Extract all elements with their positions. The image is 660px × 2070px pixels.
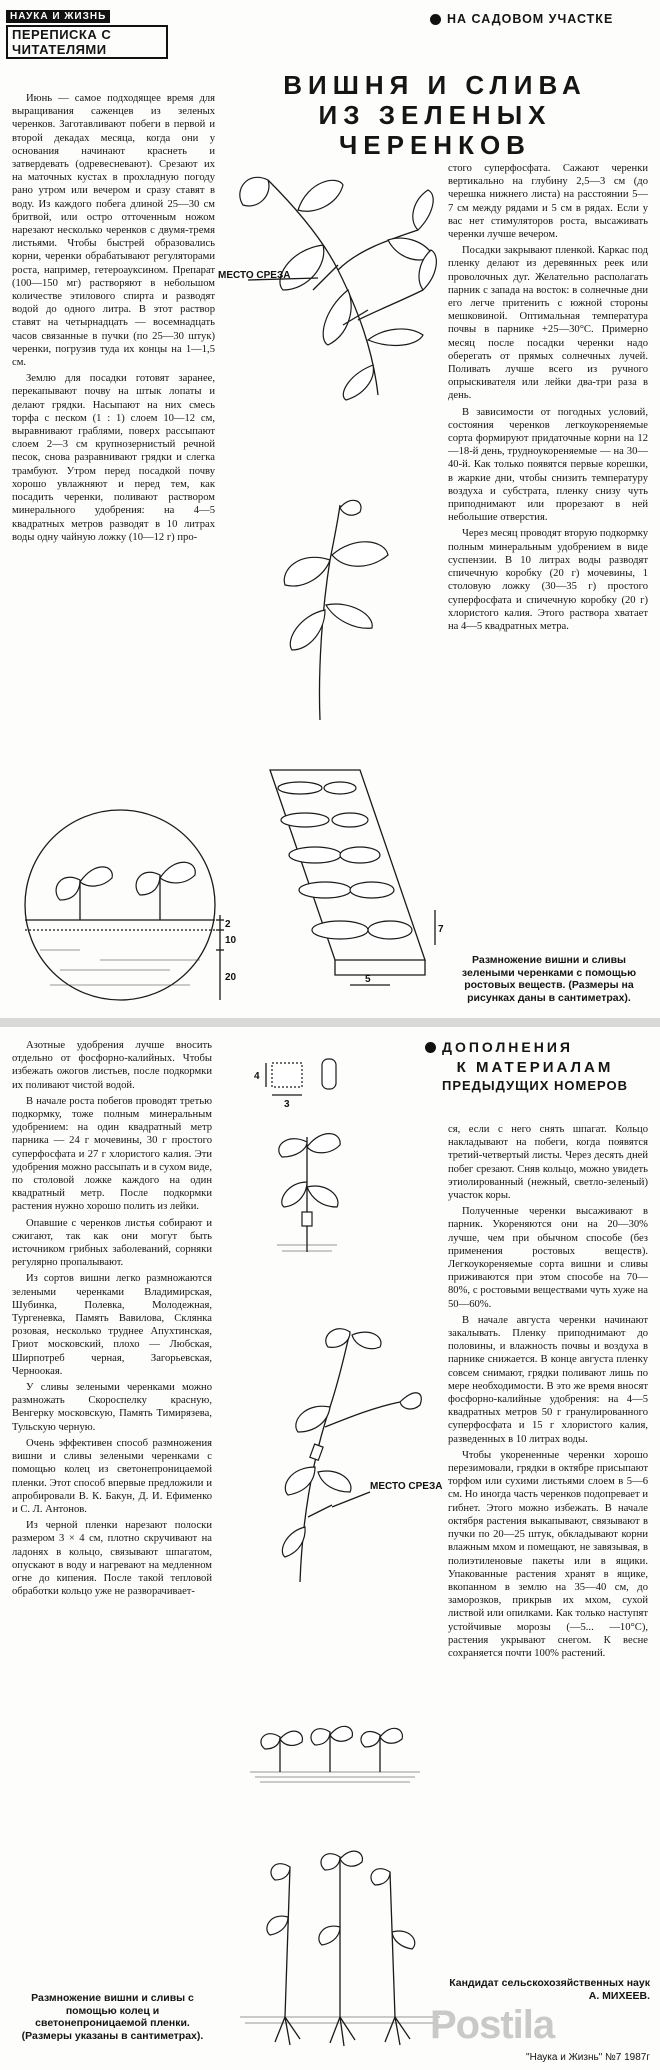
paragraph: В начале роста побегов проводят третью подкормку, тоже полным минеральным удобрением: на один квадратный метр парника — 24 г мочевины, 30 г простого суперфосфата и 27 г хлористого калия. Эти удобрения можно рассыпать и в сухом виде, по столовой ложке каждого на один квадратный метр. После подкормки растения нужно хорошо полить из лейки. [12, 1095, 212, 1213]
section2-title [420, 1059, 650, 1095]
section-header-2 [425, 1039, 573, 1055]
paragraph: Посадки закрывают пленкой. Каркас под пленку делают из деревянных реек или проволочных дуг. Желательно располагать парник с запада на восток: в солнечные дни его легче притенить с южной стороны мешковиной. Оптимальная температура почвы в парнике +25—30°С. Примерно месяц после посадки черенки надо оберегать от прямых солнечных лучей. Поливать лучше всего из ручного опрыскивателя или лейки два-три раза в день. [448, 245, 648, 402]
dim-label: 3 [284, 1099, 290, 1110]
rubric-label: ПЕРЕПИСКА С ЧИТАТЕЛЯМИ [6, 25, 168, 59]
title-line-1: ВИШНЯ И СЛИВА [283, 70, 587, 100]
cut-place-label: МЕСТО СРЕЗА [218, 270, 291, 281]
bullet-icon [425, 1042, 436, 1053]
author-name: А. МИХЕЕВ. [588, 1990, 650, 2002]
page-bottom [0, 1027, 660, 2070]
rooted-plants-illustration [240, 1847, 440, 2047]
bullet-icon [430, 14, 441, 25]
left-column [12, 92, 215, 544]
source-note: "Наука и Жизнь" №7 1987г [526, 2052, 650, 2063]
page-separator [0, 1018, 660, 1027]
right-column [448, 162, 648, 633]
section-title-line-1: ДОПОЛНЕНИЯ [442, 1039, 573, 1055]
paragraph: Через месяц проводят вторую подкормку полным минеральным удобрением в виде суспензии. В 10 литрах воды разводят спичечную коробку (20 г) мочевины, 1 столовую ложку (30—35 г) простого суперфосфата и спичечную коробку (20 г) хлористого калия. Этого раствора хватает на 4—5 квадратных метра. [448, 528, 648, 632]
watermark-logo: Postila [430, 2003, 555, 2047]
cutting-illustration [260, 500, 400, 730]
dim-label: 2 [225, 919, 231, 930]
section-header [430, 12, 613, 26]
paragraph: Из черной пленки нарезают полоски размером 3 × 4 см, плотно скручивают на ладонях в кольцо, связывают шпагатом, опускают в воду и нагревают на медленном огне до кипения. После такой тепловой обработки кольцо уже не разворачивает- [12, 1520, 212, 1598]
dim-label: 20 [225, 972, 237, 983]
title-line-2: ИЗ ЗЕЛЕНЫХ ЧЕРЕНКОВ [318, 100, 552, 160]
section-title: НА САДОВОМ УЧАСТКЕ [447, 12, 614, 26]
dim-label: 4 [254, 1071, 260, 1082]
magazine-name: НАУКА И ЖИЗНЬ [6, 10, 110, 23]
cut-place-label: МЕСТО СРЕЗА [370, 1481, 443, 1492]
soil-detail-circle [20, 800, 235, 1015]
film-ring-illustration [254, 1057, 352, 1110]
dim-label: 5 [365, 974, 371, 985]
figure-caption: Размножение вишни и сливы зелеными черенками с помощью ростовых веществ. (Размеры на рисунках даны в сантиметрах). [461, 954, 637, 1004]
paragraph: Опавшие с черенков листья собирают и сжигают, так как они могут быть источником грибных заболеваний, сорняки регулярно пропалывают. [12, 1217, 212, 1269]
paragraph: Землю для посадки готовят заранее, перекапывают почву на штык лопаты и делают грядки. Насыпают на них смесь торфа с песком (1 : 1) слоем 10—12 см, выравнивают граблями, поверх рассыпают слоем 2—3 см крупнозернистый речной песок, снова разравнивают грядки и слегка трамбуют. Утром перед посадкой почву хорошо увлажняют и перед тем, как посадить черенки, поливают раствором минерального удобрения: на 4—5 квадратных метров разводят в 10 литрах воды одну чайную ложку (10—12 г) про- [12, 373, 215, 543]
author-title: Кандидат сельскохозяйственных наук [449, 1977, 650, 1989]
plant-ring-illustration [262, 1127, 352, 1257]
left-column-2 [12, 1039, 212, 1598]
figure-caption-2: Размножение вишни и сливы с помощью колец и светонепроницаемой пленки. (Размеры указаны в сантиметрах). [21, 1992, 204, 2042]
section-subtitle: ПРЕДЫДУЩИХ НОМЕРОВ [441, 1078, 629, 1093]
paragraph: Чтобы укорененные черенки хорошо перезимовали, грядки в октябре присыпают торфом или сухими листьями слоем в 5—6 см. Но иногда часть черенков подопревает и гибнет. Этого можно избежать. В начале октября растения выкапывают, связывают в пучки по 20—25 штук, обкладывают корни влажным мхом и помещают, не завязывая, в полиэтиленовые пакеты или в ящики. Упакованные растения хранят в ящике, вкопанном в землю на 35—40 см, до заморозков, прикрыв их мхом, сухой листвой или опилками. Как только наступят устойчивые морозы (—5... —10°С), растения укрывают снегом. К весне сохраняется почти 100% растений. [448, 1449, 648, 1659]
section-title-line-2: К МАТЕРИАЛАМ [456, 1059, 614, 1076]
magazine-rubric [6, 6, 168, 59]
dim-label: 7 [438, 924, 444, 935]
paragraph: стого суперфосфата. Сажают черенки вертикально на глубину 2,5—3 см (до черешка нижнего листа) на расстоянии 5—7 см между рядами и 5 см в рядах. Если у вас нет стимуляторов роста, высаживать черенки лучше вечером. [448, 163, 648, 241]
author-signature [449, 1977, 650, 2003]
paragraph: Июнь — самое подходящее время для выращивания саженцев из зеленых черенков. Заготавливают побеги в первой и второй декадах месяца, когда они у основания начинают краснеть и затвердевать (одревесневают). Срезают их на маточных кустах в прохладную погоду рано утром или вечером и сразу ставят в воду. Из каждого побега длиной 25—30 см бритвой, или остро отточенным ножом нарезают несколько черенков с двумя-тремя листьями. Чтобы быстрей образовались корни, черенки обрабатывают регуляторами роста, например, гетероауксином. Препарат (100—150 мг) растворяют в небольшом количестве этилового спирта и разводят водой до одного литра. В этот раствор ставят на четырнадцать — восемнадцать часов связанные в пучки (по 25—30 штук) черенки, погрузив туда их концы на 1—1,5 см. [12, 93, 215, 369]
page-top [0, 0, 660, 1018]
paragraph: В зависимости от погодных условий, состояния черенков легкоукореняемые сорта формируют придаточные корни на 12—18-й день, трудноукореняемые — на 30—40-й. Как только появятся первые корешки, в жаркие дни, чтобы снизить температуру воздуха и субстрата, пленку снизу чуть приподнимают или прорезают в ней небольшие отверстия. [448, 406, 648, 524]
seedling-row-illustration [250, 1717, 420, 1787]
paragraph: У сливы зелеными черенками можно размножать Скороспелку красную, Венгерку московскую, Память Тимирязева, Тульскую черную. [12, 1382, 212, 1433]
article-title [230, 70, 640, 160]
dim-label: 10 [225, 935, 237, 946]
garden-bed-illustration [250, 760, 450, 1010]
right-column-2 [448, 1123, 648, 1660]
tall-branch-illustration [240, 1327, 443, 1587]
paragraph: ся, если с него снять шпагат. Кольцо накладывают на побеги, когда появятся третий-четвертый листы. Через десять дней побег срезают. Сняв кольцо, можно увидеть этиолированный (нежный, светло-зеленый) участок коры. [448, 1124, 648, 1202]
branch-illustration [218, 150, 443, 410]
paragraph: В начале августа черенки начинают закалывать. Пленку приподнимают до половины, и влажность почвы и воздуха в парнике снижается. В конце августа пленку совсем снимают, грядки поливают лишь по мере необходимости. В это же время вносят фосфорно-калийные удобрения: на 4—5 квадратных метров 50 г гранулированного суперфосфата и 15 г хлористого калия, разведенных в 10 литрах воды. [448, 1314, 648, 1445]
paragraph: Полученные черенки высаживают в парник. Укореняются они на 20—30% лучше, чем при обычном способе (без применения ростовых веществ). Легкоукореняемые сорта вишни и сливы приживаются при этом способе на 70—80%, с ростовыми веществами чуть хуже на 50—60%. [448, 1206, 648, 1310]
paragraph: Азотные удобрения лучше вносить отдельно от фосфорно-калийных. Чтобы избежать ожогов листьев, после подкормки их поливают чистой водой. [12, 1040, 212, 1091]
paragraph: Очень эффективен способ размножения вишни и сливы зелеными черенками с помощью колец из светонепроницаемой пленки. Этот способ впервые предложили и апробировали В. К. Бакун, Д. И. Ефименко и С. Л. Антонов. [12, 1437, 212, 1515]
paragraph: Из сортов вишни легко размножаются зелеными черенками Владимирская, Шубинка, Полевка, Молодежная, Тургеневка, Память Вавилова, Склянка розовая, несколько труднее Апухтинская, Гриот московский, плохо — Любская, Ширпотреб черная, Загорьевская, Черноокая. [12, 1273, 212, 1377]
